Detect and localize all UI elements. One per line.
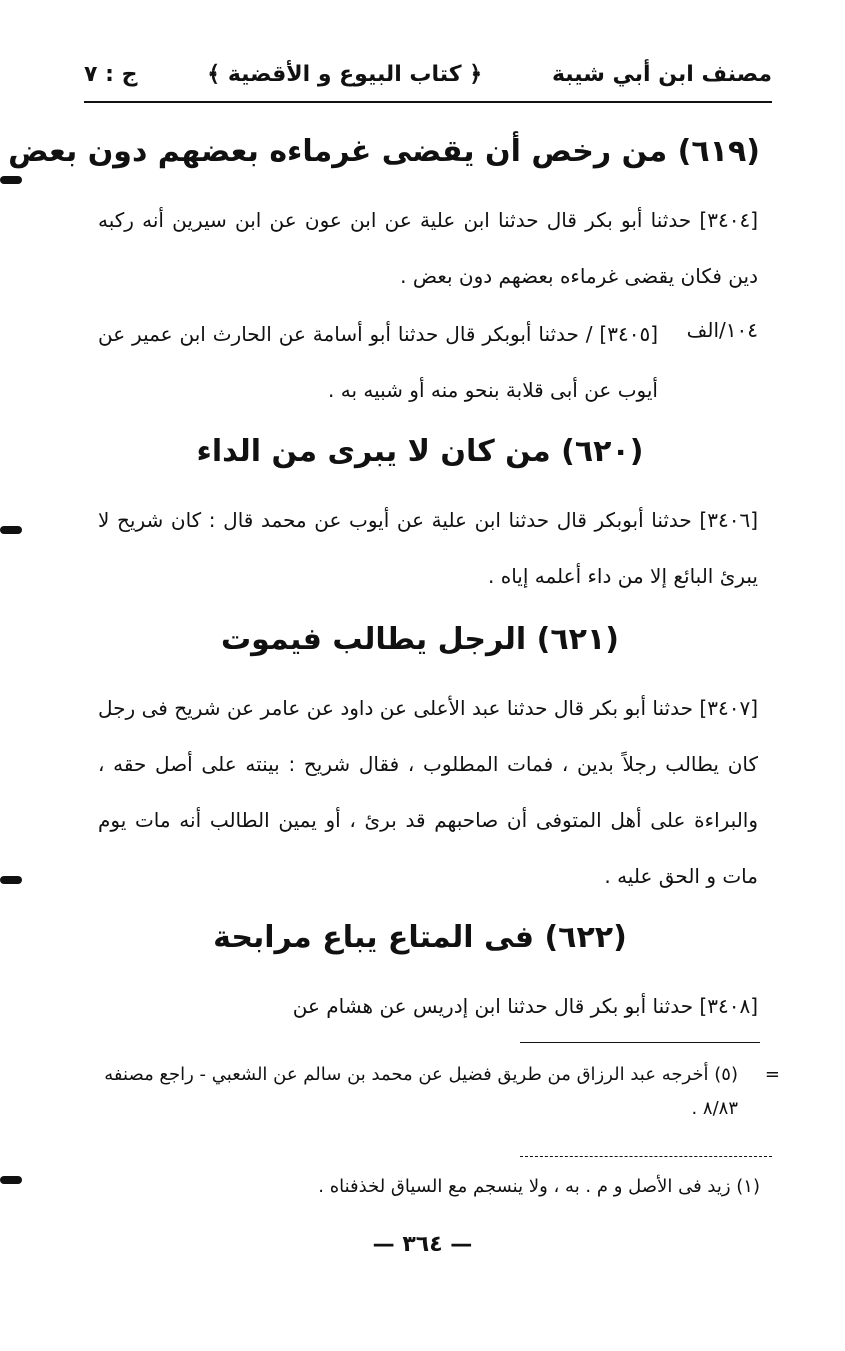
margin-mark bbox=[0, 1176, 22, 1184]
volume-label: ج : ٧ bbox=[84, 61, 138, 87]
footnote-1: (١) زيد فى الأصل و م . به ، ولا ينسجم مع السياق لخذفناه . bbox=[318, 1176, 760, 1197]
margin-mark bbox=[0, 876, 22, 884]
page-number: — ٣٦٤ — bbox=[372, 1232, 473, 1257]
running-header bbox=[84, 48, 772, 100]
hadith-paragraph: [٣٤٠٧] حدثنا أبو بكر قال حدثنا عبد الأعلى عن داود عن عامر عن شريح فى رجل كان يطالب رجلاً بدين ، فمات المطلوب ، فقال شريح : بينته على أصل حقه ، والبراءة على أهل المتوفى أن صاحبهم قد برئ ، أو يمين الطالب أنه مات يوم مات و الحق عليه . bbox=[98, 696, 758, 888]
chapter-heading: (٦٢١) الرجل يطالب فيموت bbox=[220, 622, 620, 657]
footnote-rule bbox=[520, 1042, 760, 1043]
chapter-heading: (٦٢٠) من كان لا يبرى من الداء bbox=[196, 434, 644, 469]
chapter-heading: (٦٢٢) فى المتاع يباع مرابحة bbox=[213, 920, 627, 955]
footnote-continued: (٥) أخرجه عبد الرزاق من طريق فضيل عن محمد بن سالم عن الشعبي - راجع مصنفه ٨/٨٣ . bbox=[104, 1064, 738, 1119]
margin-mark bbox=[0, 176, 22, 184]
book-title: مصنف ابن أبي شيبة bbox=[551, 61, 772, 87]
folio-marginal: ١٠٤/الف bbox=[686, 318, 758, 342]
section-title: ﴿ كتاب البيوع و الأقضية ﴾ bbox=[207, 61, 483, 87]
chapter-heading: (٦١٩) من رخص أن يقضى غرماءه بعضهم دون بعض bbox=[8, 134, 760, 169]
hadith-paragraph: [٣٤٠٦] حدثنا أبوبكر قال حدثنا ابن علية عن أيوب عن محمد قال : كان شريح لا يبرئ البائع إلا من داء أعلمه إياه . bbox=[98, 508, 758, 588]
hadith-paragraph: [٣٤٠٥] / حدثنا أبوبكر قال حدثنا أبو أسامة عن الحارث ابن عمير عن أيوب عن أبى قلابة بنحو منه أو شبيه به . bbox=[98, 322, 658, 402]
footnote-continued-marker: = bbox=[764, 1064, 780, 1085]
footnote-divider bbox=[520, 1156, 772, 1157]
hadith-paragraph: [٣٤٠٤] حدثنا أبو بكر قال حدثنا ابن علية عن ابن عون عن ابن سيرين أنه ركبه دين فكان يقضى غرماءه بعضهم دون بعض . bbox=[98, 208, 758, 288]
hadith-paragraph: [٣٤٠٨] حدثنا أبو بكر قال حدثنا ابن إدريس عن هشام عن bbox=[292, 994, 758, 1018]
margin-mark bbox=[0, 526, 22, 534]
header-rule bbox=[84, 101, 772, 103]
